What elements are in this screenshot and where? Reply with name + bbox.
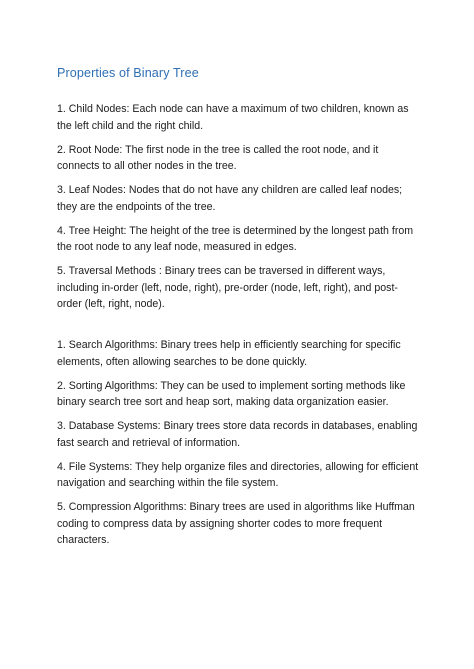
property-item: 3. Leaf Nodes: Nodes that do not have any children are called leaf nodes; they are the endpoints of the tree. bbox=[57, 184, 403, 213]
property-item: 2. Root Node: The first node in the tree is called the root node, and it connects to all other nodes in the tree. bbox=[57, 143, 379, 172]
applications-list bbox=[57, 337, 419, 556]
document-title: Properties of Binary Tree bbox=[57, 66, 199, 80]
properties-list bbox=[57, 101, 419, 320]
application-item: 1. Search Algorithms: Binary trees help in efficiently searching for specific elements, often allowing searches to be done quickly. bbox=[57, 339, 401, 368]
property-item: 1. Child Nodes: Each node can have a maximum of two children, known as the left child and the right child. bbox=[57, 103, 409, 132]
property-item: 4. Tree Height: The height of the tree is determined by the longest path from the root node to any leaf node, measured in edges. bbox=[57, 224, 414, 253]
application-item: 4. File Systems: They help organize files and directories, allowing for efficient navigation and searching within the file system. bbox=[57, 460, 419, 489]
application-item: 3. Database Systems: Binary trees store data records in databases, enabling fast search and retrieval of information. bbox=[57, 420, 418, 449]
property-item: 5. Traversal Methods : Binary trees can be traversed in different ways, including in-order (left, node, right), pre-order (node, left, right), and post-order (left, right, node). bbox=[57, 265, 398, 310]
application-item: 2. Sorting Algorithms: They can be used to implement sorting methods like binary search tree sort and heap sort, making data organization easier. bbox=[57, 379, 406, 408]
application-item: 5. Compression Algorithms: Binary trees are used in algorithms like Huffman coding to compress data by assigning shorter codes to more frequent characters. bbox=[57, 501, 415, 546]
